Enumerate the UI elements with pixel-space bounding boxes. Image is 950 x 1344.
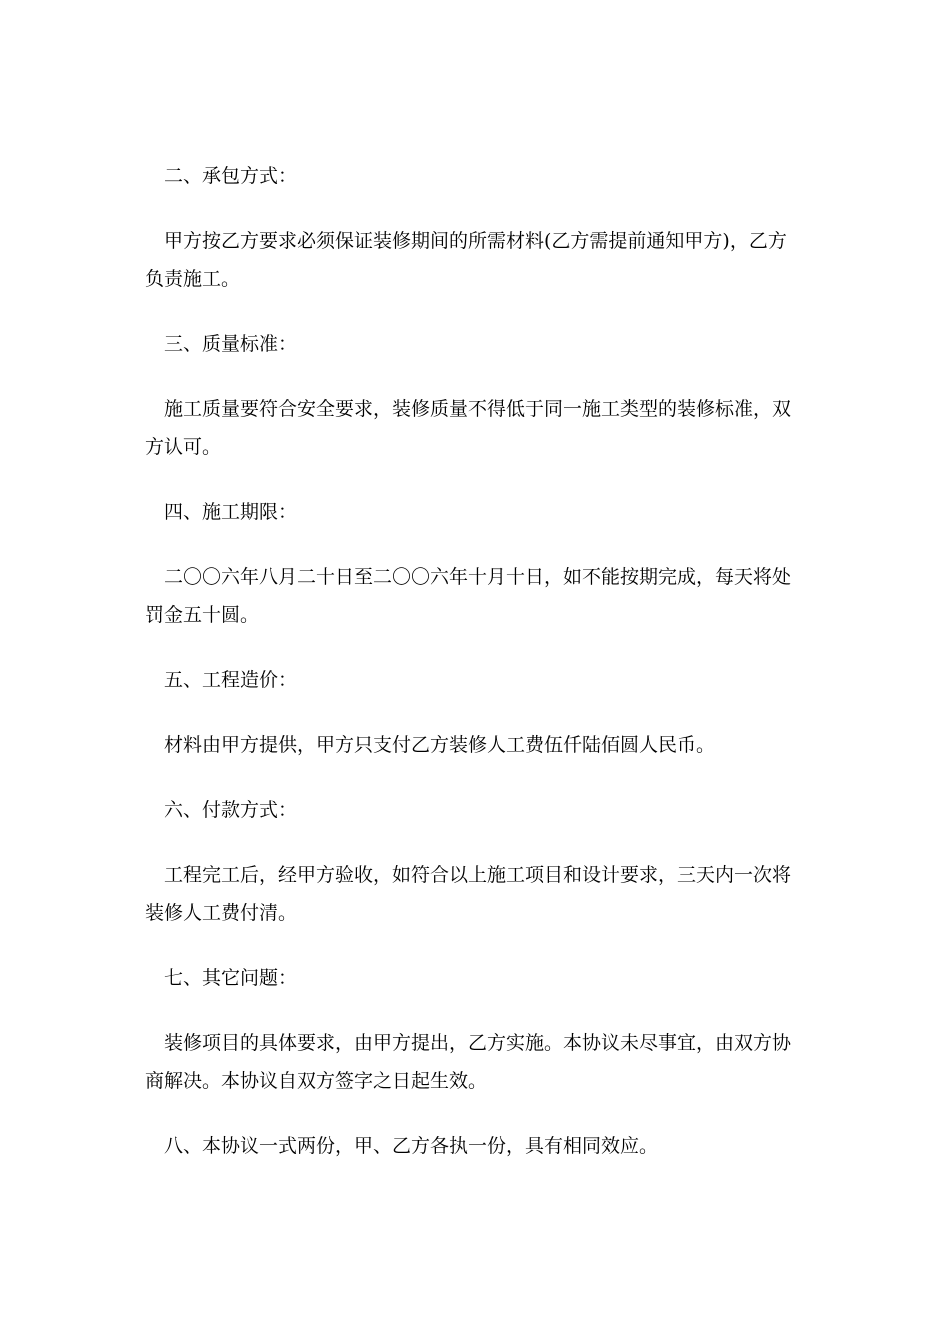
closing-clause: 八、本协议一式两份，甲、乙方各执一份，具有相同效应。 — [164, 1135, 659, 1157]
section-body-quality-standard: 施工质量要符合安全要求，装修质量不得低于同一施工类型的装修标准，双方认可。 — [145, 398, 792, 458]
section-heading-quality-standard: 三、质量标准： — [164, 333, 298, 355]
section-heading-contract-method: 二、承包方式： — [164, 165, 298, 187]
section-heading-construction-period: 四、施工期限： — [164, 501, 298, 523]
section-heading-project-cost: 五、工程造价： — [164, 669, 298, 691]
section-body-contract-method: 甲方按乙方要求必须保证装修期间的所需材料(乙方需提前通知甲方)，乙方负责施工。 — [145, 230, 787, 290]
document-content — [145, 157, 805, 1192]
section-body-project-cost: 材料由甲方提供，甲方只支付乙方装修人工费伍仟陆佰圆人民币。 — [164, 734, 716, 756]
section-body-construction-period: 二〇〇六年八月二十日至二〇〇六年十月十日，如不能按期完成，每天将处罚金五十圆。 — [145, 566, 792, 626]
section-body-payment-method: 工程完工后，经甲方验收，如符合以上施工项目和设计要求，三天内一次将装修人工费付清。 — [145, 864, 792, 924]
section-heading-other-issues: 七、其它问题： — [164, 967, 298, 989]
section-heading-payment-method: 六、付款方式： — [164, 799, 298, 821]
section-body-other-issues: 装修项目的具体要求，由甲方提出，乙方实施。本协议未尽事宜，由双方协商解决。本协议自双方签字之日起生效。 — [145, 1032, 792, 1092]
